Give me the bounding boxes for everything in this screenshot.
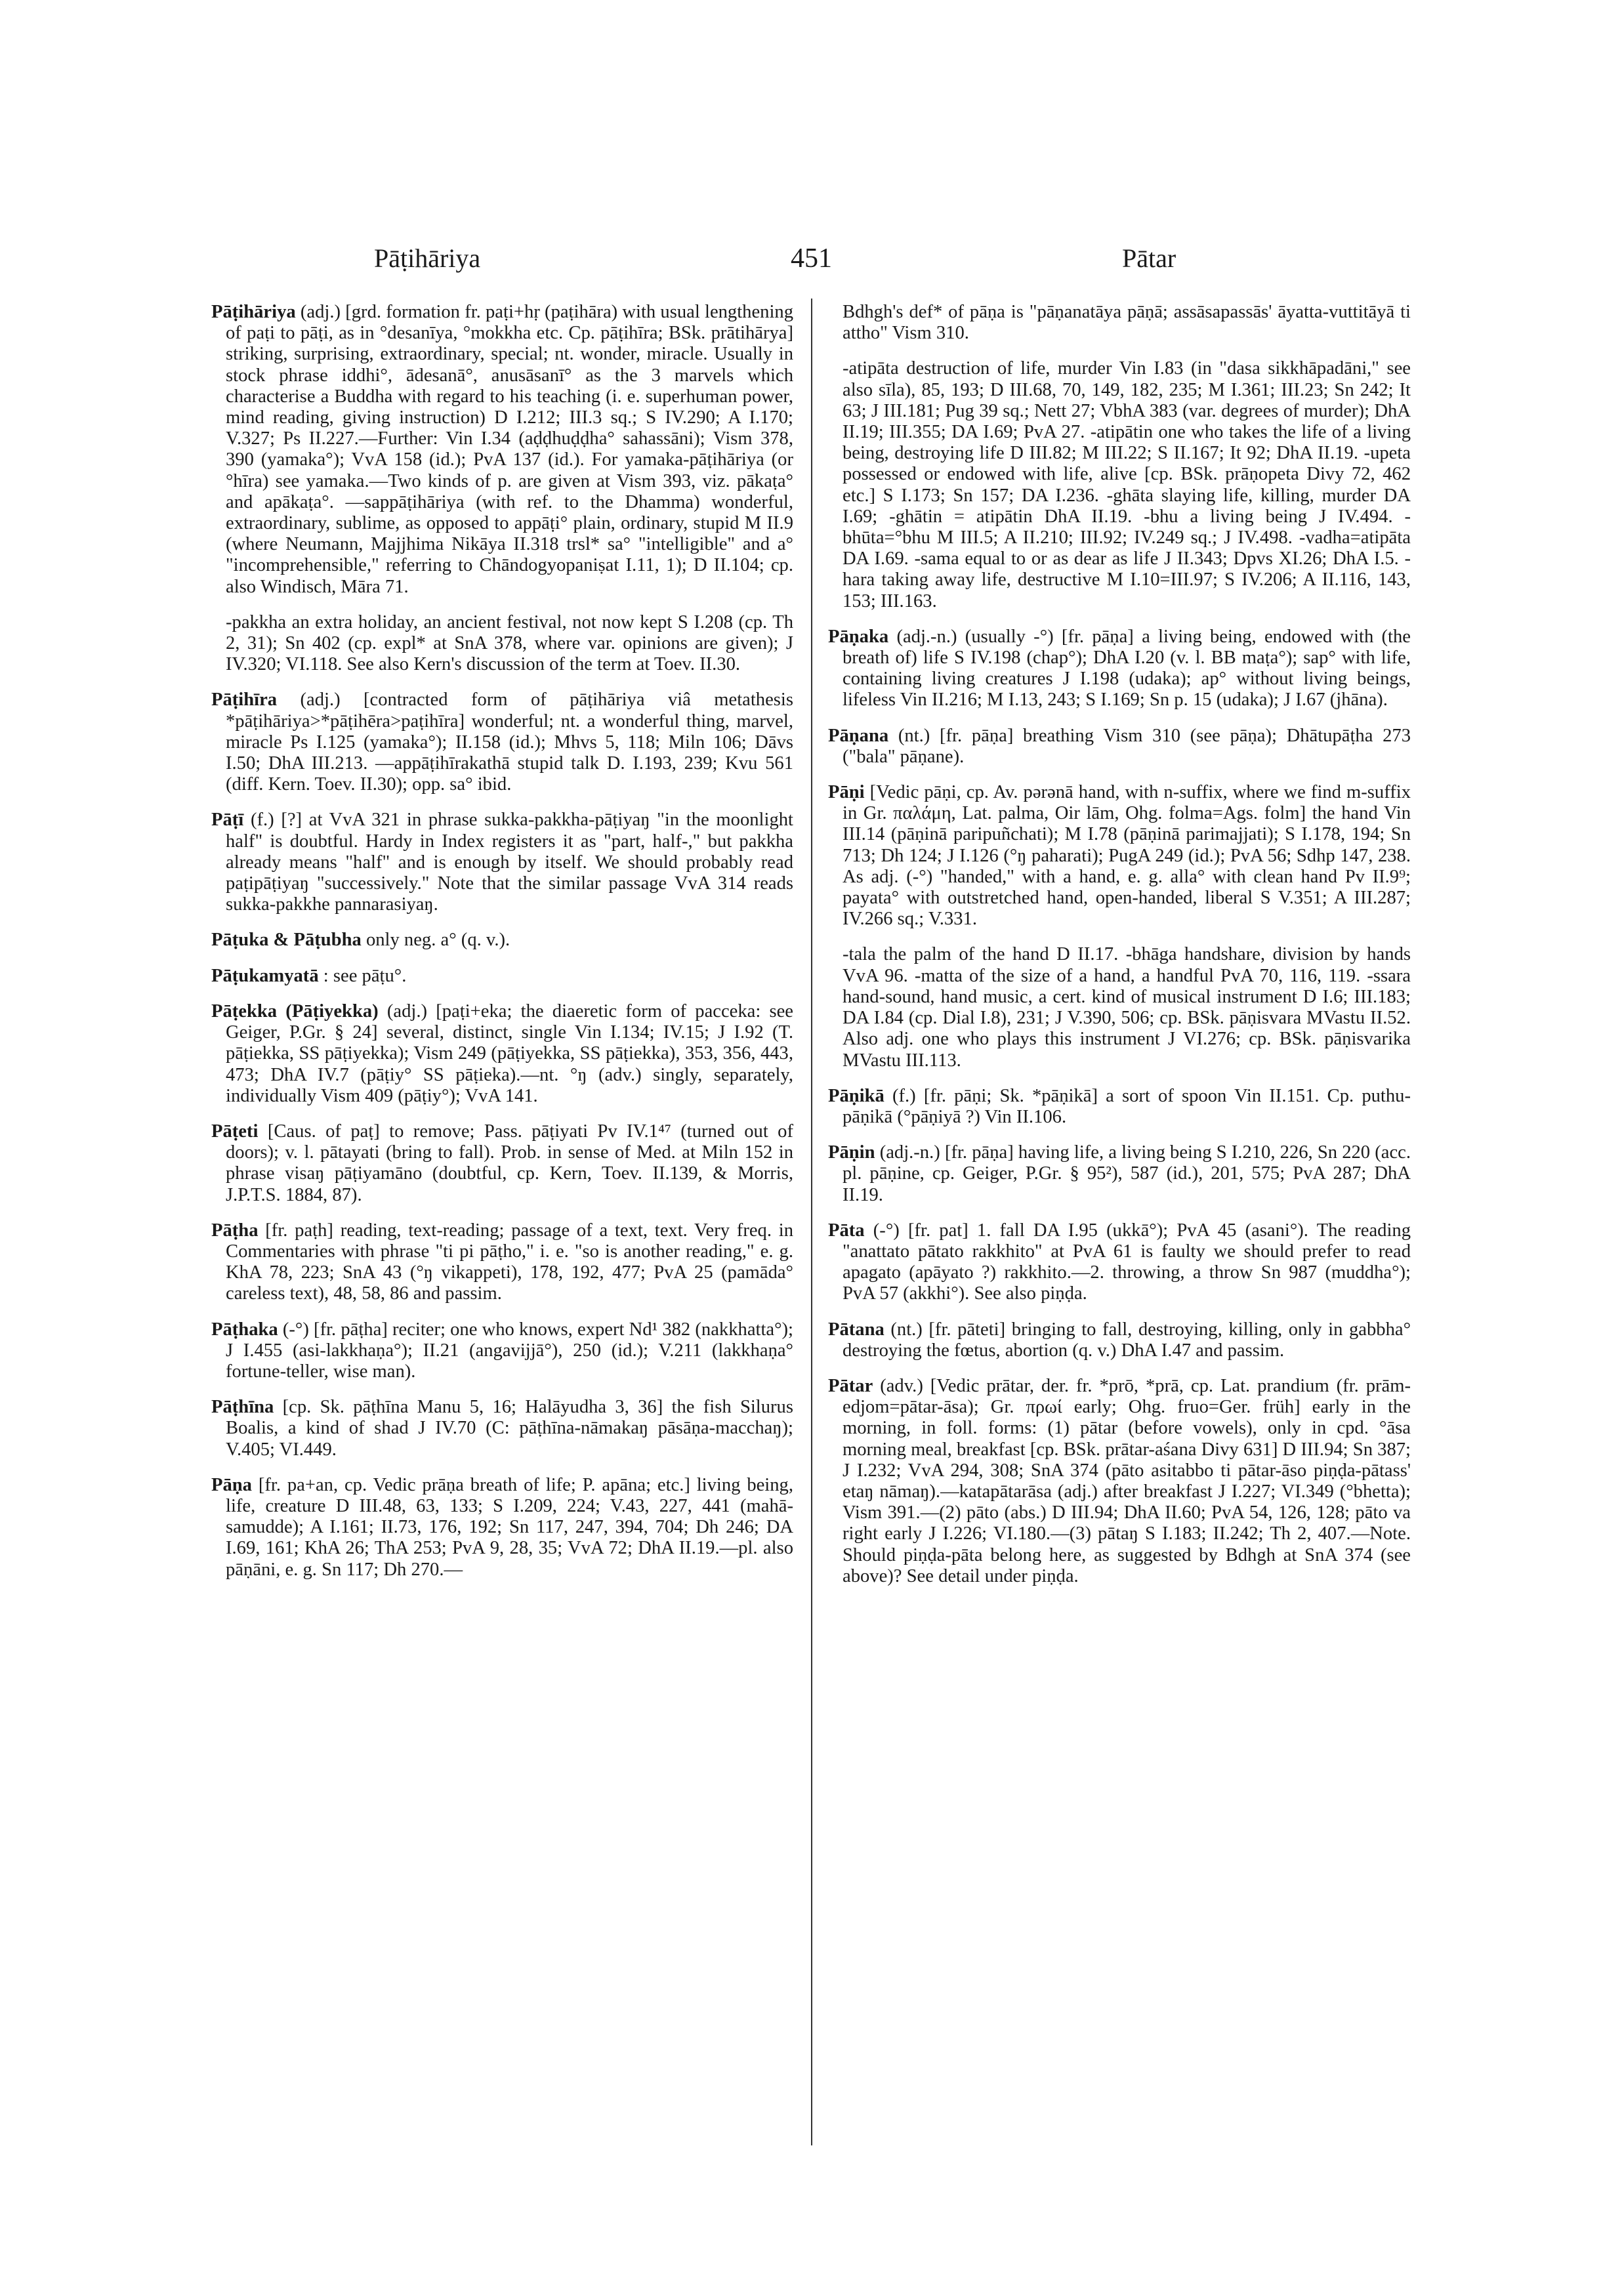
dictionary-entry <box>828 1376 1411 1587</box>
entry-headword: Pāta <box>828 1220 865 1241</box>
dictionary-entry <box>828 1319 1411 1361</box>
dictionary-entry <box>211 966 793 987</box>
entry-headword: Pāṭhaka <box>211 1319 278 1340</box>
entry-text: (adj.-n.) [fr. pāṇa] having life, a living being S I.210, 226, Sn 220 (acc. pl. pāṇine, cp. Geiger, P.Gr. § 95²), 587 (id.), 201, 575; PvA 287; DhA II.19. <box>843 1142 1411 1205</box>
entry-text: (adj.) [contracted form of pāṭihāriya viâ metathesis *pāṭihāriya>*pāṭihēra>paṭihīra] wonderful; nt. a wonderful thing, marvel, miracle Ps I.125 (yamaka°); II.158 (id.); Mhvs 5, 118; Miln 106; Dāvs I.50; DhA III.213. —appāṭihīrakathā stupid talk D. I.193, 239; Kvu 561 (diff. Kern. Toev. II.30); opp. sa° ibid. <box>226 690 793 795</box>
entry-headword: Pāṭuka & Pāṭubha <box>211 930 362 951</box>
dictionary-entry <box>211 1397 793 1460</box>
entry-text: (-°) [fr. pat] 1. fall DA I.95 (ukkā°); PvA 45 (asani°). The reading "anattato pātato rakkhito" at PvA 61 is faulty we should prefer to read apagato (apāyato ?) rakkhito.—2. throwing, a throw Sn 987 (muddha°); PvA 57 (akkhi°). See also piṇḍa. <box>843 1220 1411 1304</box>
entry-headword: Pāṭihīra <box>211 690 278 711</box>
dictionary-entry <box>828 1220 1411 1305</box>
left-column <box>211 302 793 1595</box>
entry-text: (f.) [fr. pāṇi; Sk. *pāṇikā] a sort of spoon Vin II.151. Cp. puthu-pāṇikā (°pāṇiyā ?) Vin II.106. <box>843 1085 1411 1127</box>
entry-headword: Pāṭekka (Pāṭiyekka) <box>211 1001 379 1022</box>
dictionary-entry <box>211 302 793 598</box>
entry-text: [Vedic pāṇi, cp. Av. pərənā hand, with n-suffix, where we find m-suffix in Gr. παλάμη, Lat. palma, Oir lām, Ohg. folma=Ags. folm] the hand Vin III.14 (pāṇinā paripuñchati); M I.78 (pāṇinā parimajjati); S I.178, 194; Sn 713; Dh 124; J I.126 (°ŋ paharati); PugA 249 (id.); PvA 56; Sdhp 147, 238. As adj. (-°) "handed," with a hand, e. g. alla° with clean hand Pv II.9⁹; payata° with outstretched hand, open-handed, liberal S V.351; A III.287; IV.266 sq.; V.331. <box>843 782 1411 930</box>
entry-text: [cp. Sk. pāṭhīna Manu 5, 16; Halāyudha 3, 36] the fish Silurus Boalis, a kind of shad J IV.70 (C: pāṭhīna-nāmakaŋ pāsāṇa-macchaŋ); V.405; VI.449. <box>226 1397 793 1460</box>
entry-headword: Pāṇikā <box>828 1085 885 1106</box>
entry-headword: Pātar <box>828 1375 873 1396</box>
dictionary-entry <box>211 1475 793 1581</box>
entry-headword: Pāṭeti <box>211 1121 259 1142</box>
entry-text: (nt.) [fr. pāteti] bringing to fall, destroying, killing, only in gabbha° destroying the fœtus, abortion (q. v.) DhA I.47 and passim. <box>843 1319 1411 1361</box>
dictionary-entry <box>211 930 793 951</box>
entry-text: (f.) [?] at VvA 321 in phrase sukka-pakkha-pāṭiyaŋ "in the moonlight half" is doubtful. Hardy in Index registers it as "part, half-," but pakkha already means "half" and is enough by itself. We should probably read paṭipāṭiyaŋ "successively." Note that the similar passage VvA 314 reads sukka-pakkhe pannarasiyaŋ. <box>226 810 793 915</box>
entry-headword: Pāṇa <box>211 1474 252 1495</box>
entry-text: (adj.-n.) (usually -°) [fr. pāṇa] a living being, endowed with (the breath of) life S IV.198 (chap°); DhA I.20 (v. l. BB maṭa°); sap° with life, containing living creatures J I.198 (udaka); ap° without living beings, lifeless Vin II.216; M I.13, 243; S I.169; Sn p. 15 (udaka); J I.67 (jhāna). <box>843 626 1411 711</box>
entry-headword: Pāṇi <box>828 782 865 803</box>
entry-text: (adv.) [Vedic prātar, der. fr. *prō, *prā, cp. Lat. prandium (fr. prām-edjom=pātar-āsa); Gr. πρωί early; Ohg. fruo=Ger. früh] early in the morning, in foll. forms: (1) pātar (before vowels), only in cpd. °āsa morning meal, breakfast [cp. BSk. prātar-aśana Divy 631] D III.94; Sn 387; J I.232; VvA 294, 308; SnA 374 (pāto asitabbo ti pātar-āso piṇḍa-pātass' etaŋ nāmaŋ).—katapātarāsa (adj.) after breakfast J I.227; VI.349 (°bhetta); Vism 391.—(2) pāto (abs.) D III.94; DhA II.60; PvA 54, 126, 128; pāto va right early J I.226; VI.180.—(3) pātaŋ S I.183; II.242; Th 2, 407.—Note. Should piṇḍa-pāta belong here, as suggested by Bdhgh at SnA 374 (see above)? See detail under piṇḍa. <box>843 1375 1411 1586</box>
entry-text: (nt.) [fr. pāṇa] breathing Vism 310 (see pāṇa); Dhātupāṭha 273 ("bala" pāṇane). <box>843 725 1411 767</box>
dictionary-entry <box>211 1121 793 1206</box>
entry-text: (adj.) [grd. formation fr. paṭi+hṛ (paṭihāra) with usual lengthening of paṭi to pāṭi, as in °desanīya, °mokkha etc. Cp. pāṭihīra; BSk. prātihārya] striking, surprising, extraordinary, special; nt. wonder, miracle. Usually in stock phrase iddhi°, ādesanā°, anusāsanī° as the 3 marvels which characterise a Buddha with regard to his teaching (i. e. superhuman power, mind reading, giving instruction) D I.212; III.3 sq.; S IV.290; A I.170; V.327; Ps II.227.—Further: Vin I.34 (aḍḍhuḍḍha° sahassāni); Vism 378, 390 (yamaka°); VvA 158 (id.); PvA 137 (id.). For yamaka-pāṭihāriya (or °hīra) see yamaka.—Two kinds of p. are given at Vism 393, viz. pākaṭa° and apākaṭa°. —sappāṭihāriya (with ref. to the Dhamma) wonderful, extraordinary, sublime, as opposed to appāṭi° plain, ordinary, stupid M II.9 (where Neumann, Majjhima Nikāya II.318 trsl* sa° "intelligible" and a° "incomprehensible," referring to Chāndogyopaniṣat I.11, 1); D II.104; cp. also Windisch, Māra 71. <box>226 302 793 597</box>
running-head-right: Pātar <box>1122 243 1176 273</box>
entry-text: only neg. a° (q. v.). <box>365 930 510 951</box>
entry-headword: Pāṭukamyatā <box>211 965 319 986</box>
right-column <box>828 302 1411 1602</box>
entry-continuation <box>828 302 1411 344</box>
entry-text: (adj.) [paṭi+eka; the diaeretic form of pacceka: see Geiger, P.Gr. § 24] several, distinct, single Vin I.134; IV.15; J I.92 (T. pāṭiekka, SS pāṭiyekka); Vism 249 (pāṭiyekka, SS pāṭiekka), 353, 356, 443, 473; DhA IV.7 (pāṭiy° SS pāṭieka).—nt. °ŋ (adv.) singly, separately, individually Vism 409 (pāṭiy°); VvA 141. <box>226 1001 793 1106</box>
entry-headword: Pāṭihāriya <box>211 302 296 322</box>
dictionary-entry <box>828 627 1411 711</box>
entry-continuation <box>828 944 1411 1071</box>
entry-headword: Pātana <box>828 1319 885 1340</box>
entry-text: -pakkha an extra holiday, an ancient festival, not now kept S I.208 (cp. Th 2, 31); Sn 402 (cp. expl* at SnA 378, where var. opinions are given); J IV.320; VI.118. See also Kern's discussion of the term at Toev. II.30. <box>226 611 793 675</box>
column-divider <box>811 299 812 2145</box>
page-number: 451 <box>791 243 832 274</box>
entry-text: [fr. pa+an, cp. Vedic prāṇa breath of life; P. apāna; etc.] living being, life, creature D III.48, 63, 133; S I.209, 224; V.43, 227, 441 (mahā-samudde); A I.161; II.73, 176, 192; Sn 117, 247, 394, 704; Dh 246; DA I.69, 161; KhA 26; ThA 253; PvA 9, 28, 35; VvA 72; DhA II.19.—pl. also pāṇāni, e. g. Sn 117; Dh 270.— <box>226 1474 793 1580</box>
running-head-left: Pāṭihāriya <box>374 243 481 273</box>
entry-text: [fr. paṭh] reading, text-reading; passage of a text, text. Very freq. in Commentaries with phrase "ti pi pāṭho," i. e. "so is another reading," e. g. KhA 78, 223; SnA 43 (°ŋ vikappeti), 178, 192, 477; PvA 25 (pamāda° careless text), 48, 58, 86 and passim. <box>226 1220 793 1304</box>
entry-continuation <box>828 358 1411 611</box>
dictionary-entry <box>211 1319 793 1383</box>
entry-headword: Pāṭha <box>211 1220 259 1241</box>
dictionary-entry <box>828 782 1411 930</box>
dictionary-entry <box>828 1086 1411 1128</box>
dictionary-entry <box>828 726 1411 768</box>
dictionary-entry <box>211 1220 793 1305</box>
dictionary-entry <box>211 690 793 795</box>
dictionary-entry <box>211 1001 793 1107</box>
entry-headword: Pāṭī <box>211 810 244 831</box>
entry-text: : see pāṭu°. <box>323 965 407 986</box>
dictionary-entry <box>828 1142 1411 1206</box>
entry-headword: Pāṇana <box>828 725 889 746</box>
entry-continuation <box>211 612 793 676</box>
entry-headword: Pāṭhīna <box>211 1397 274 1418</box>
entry-text: -atipāta destruction of life, murder Vin I.83 (in "dasa sikkhāpadāni," see also sīla), 85, 193; D III.68, 70, 149, 182, 235; M I.361; III.23; Sn 242; It 63; J III.181; Pug 39 sq.; Nett 27; VbhA 383 (var. degrees of murder); DhA II.19; III.355; DA I.69; PvA 27. -atipātin one who takes the life of a living being, destroying life D III.82; M III.22; S II.167; It 92; DhA II.19. -upeta possessed or endowed with life, alive [cp. BSk. prāṇopeta Divy 72, 462 etc.] S I.173; Sn 157; DA I.236. -ghāta slaying life, killing, murder DA I.69; -ghātin = atipātin DhA II.19. -bhu a living being J IV.494. -bhūta=°bhu M III.5; A II.210; III.92; IV.249 sq.; J IV.498. -vadha=atipāta DA I.69. -sama equal to or as dear as life J II.343; Dpvs XI.26; DhA I.5. -hara taking away life, destructive M I.10=III.97; S IV.206; A II.116, 143, 153; III.163. <box>843 358 1411 611</box>
entry-text: Bdhgh's def* of pāṇa is "pāṇanatāya pāṇā; assāsapassās' āyatta-vuttitāyā ti attho" Vism 310. <box>843 302 1411 344</box>
entry-text: -tala the palm of the hand D II.17. -bhāga handshare, division by hands VvA 96. -matta of the size of a hand, a handful PvA 70, 116, 119. -ssara hand-sound, hand music, a cert. kind of musical instrument D I.6; III.183; DA I.84 (cp. Dial I.8), 231; J V.390, 506; cp. BSk. pāṇisvara MVastu II.52. Also adj. one who plays this instrument J VI.276; cp. BSk. pāṇisvarika MVastu III.113. <box>843 944 1411 1071</box>
entry-headword: Pāṇin <box>828 1142 875 1163</box>
entry-headword: Pāṇaka <box>828 626 889 647</box>
entry-text: (-°) [fr. pāṭha] reciter; one who knows, expert Nd¹ 382 (nakkhatta°); J I.455 (asi-lakkhaṇa°); II.21 (angavijjā°), 250 (id.); V.211 (lakkhaṇa° fortune-teller, wise man). <box>226 1319 793 1382</box>
dictionary-entry <box>211 810 793 915</box>
entry-text: [Caus. of paṭ] to remove; Pass. pāṭiyati Pv IV.1⁴⁷ (turned out of doors); v. l. pātayati (bring to fall). Prob. in sense of Med. at Miln 152 in phrase visaŋ pāṭiyamāno (doubtful, cp. Kern, Toev. II.139, & Morris, J.P.T.S. 1884, 87). <box>226 1121 793 1205</box>
